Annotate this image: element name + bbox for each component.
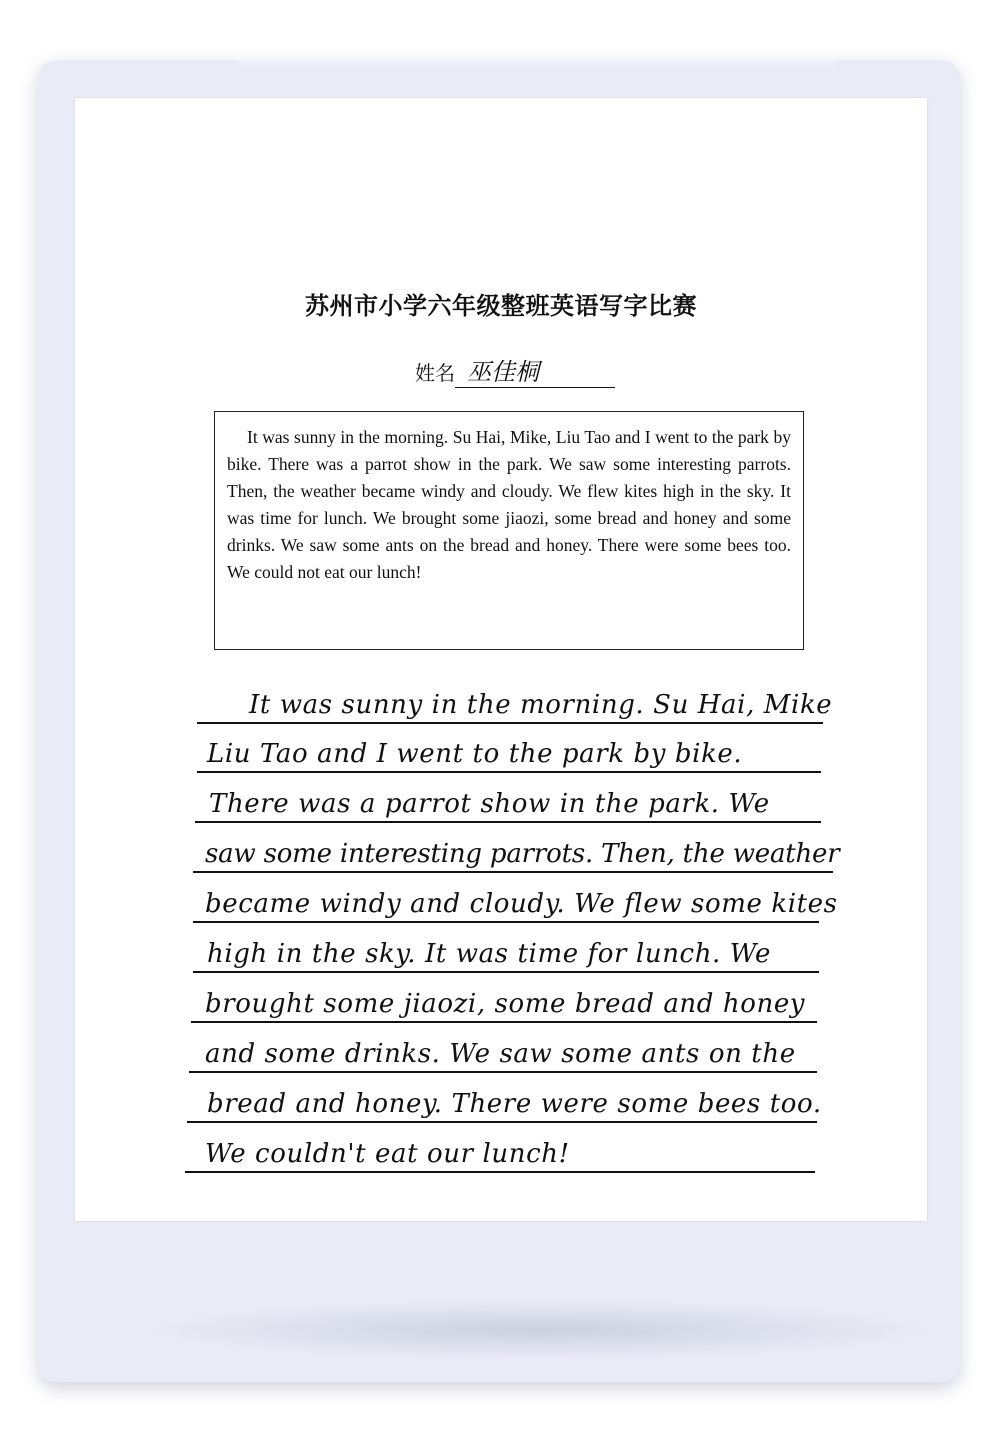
name-field [415,352,615,388]
handwriting-line: It was sunny in the morning. Su Hai, Mike [197,690,823,724]
frame-shadow [138,1300,938,1360]
handwriting-line: We couldn't eat our lunch! [185,1139,815,1173]
handwriting-line: bread and honey. There were some bees too. [187,1089,817,1123]
handwriting-line: saw some interesting parrots. Then, the weather [193,839,833,873]
handwriting-line: and some drinks. We saw some ants on the [189,1039,817,1073]
frame-top-strip [238,60,838,66]
handwriting-line: became windy and cloudy. We flew some kites [193,889,819,923]
handwriting-line: There was a parrot show in the park. We [195,789,821,823]
handwriting-line: Liu Tao and I went to the park by bike. [197,739,821,773]
handwriting-line: brought some jiaozi, some bread and honey [191,989,817,1023]
student-name: 巫佳桐 [455,352,615,388]
sample-text-box: It was sunny in the morning. Su Hai, Mike, Liu Tao and I went to the park by bike. There was a parrot show in the park. We saw some interesting parrots. Then, the weather became windy and cloudy. We flew kites high in the sky. It was time for lunch. We brought some jiaozi, some bread and honey and some drinks. We saw some ants on the bread and honey. There were some bees too. We could not eat our lunch! [214,411,804,650]
handwriting-line: high in the sky. It was time for lunch. We [193,939,819,973]
name-label: 姓名 [415,361,455,385]
handwriting-sheet [75,98,927,1221]
sheet-title: 苏州市小学六年级整班英语写字比赛 [305,292,697,320]
